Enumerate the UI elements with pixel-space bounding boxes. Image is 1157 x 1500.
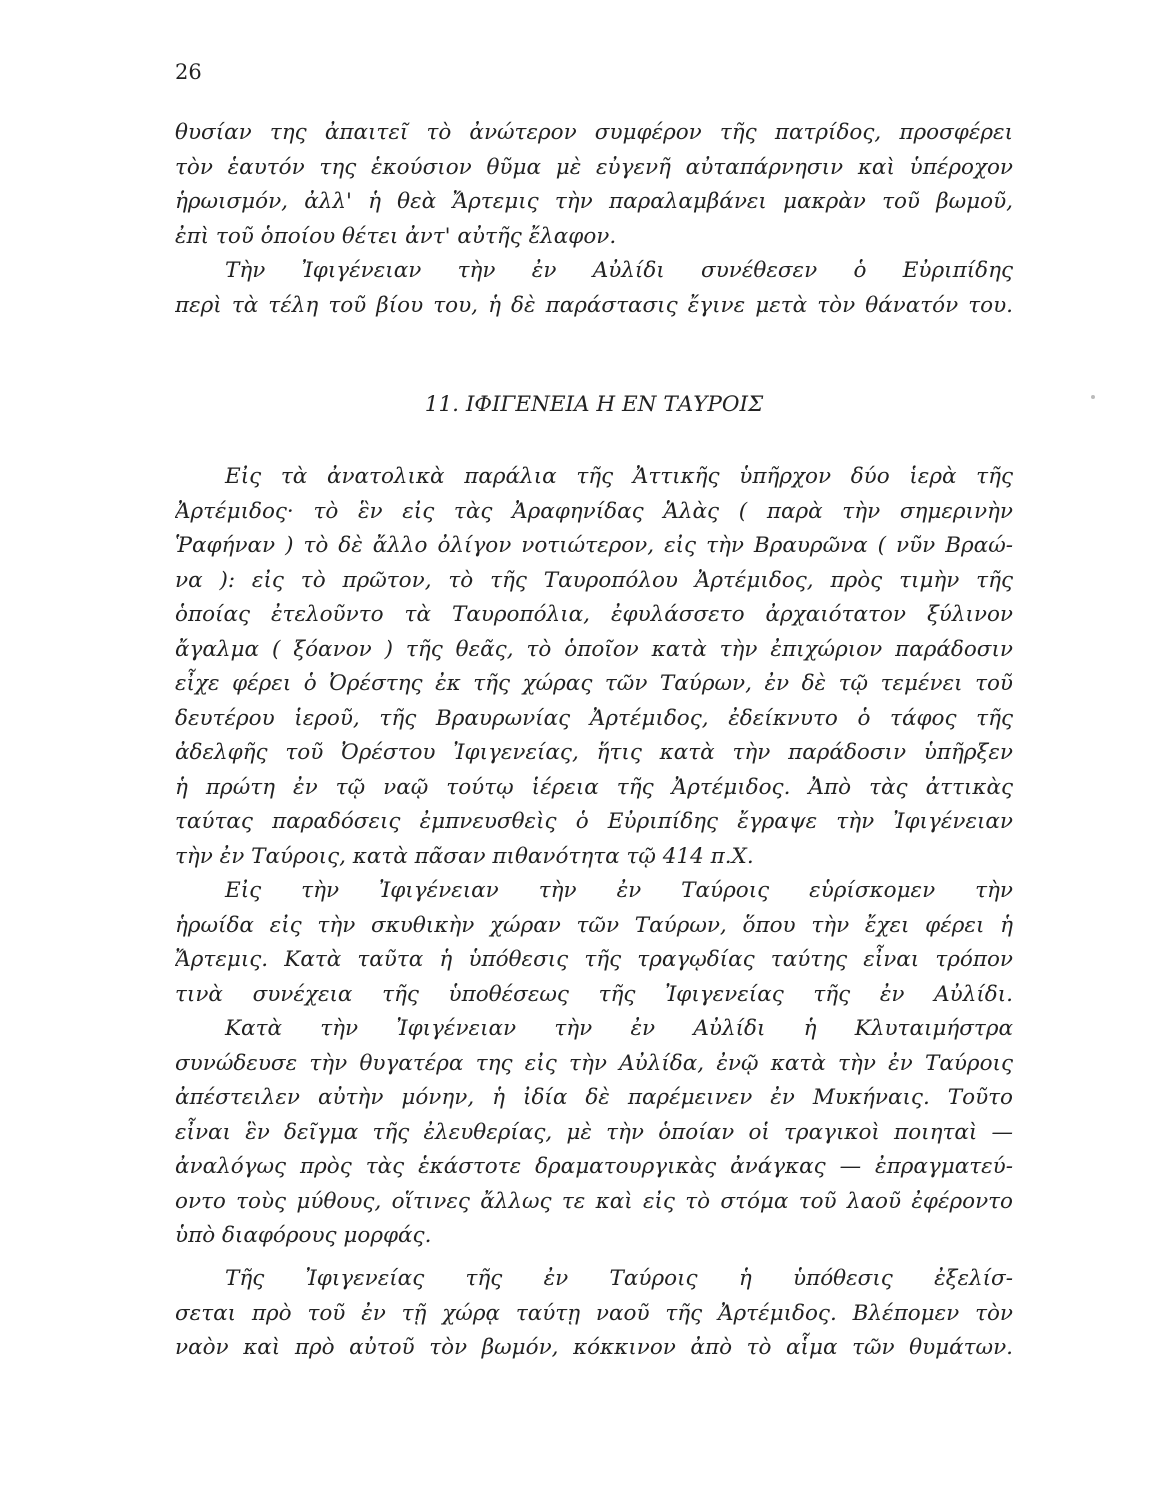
paragraph-4 bbox=[175, 874, 1013, 1012]
text-line: ναὸν καὶ πρὸ αὐτοῦ τὸν βωμόν, κόκκινον ἀπὸ τὸ αἷμα τῶν θυμάτων. bbox=[175, 1335, 1013, 1360]
text-line: Τὴν Ἰφιγένειαν τὴν ἐν Αὐλίδι συνέθεσεν ὁ Εὐριπίδης bbox=[225, 258, 1013, 283]
text-line: τὴν ἐν Ταύροις, κατὰ πᾶσαν πιθανότητα τῷ 414 π.Χ. bbox=[175, 843, 754, 869]
text-line: ἐπὶ τοῦ ὁποίου θέτει ἀντ' αὐτῆς ἔλαφον. bbox=[175, 223, 617, 249]
text-line: συνώδευσε τὴν θυγατέρα της εἰς τὴν Αὐλίδα, ἐνῷ κατὰ τὴν ἐν Ταύροις bbox=[175, 1050, 1013, 1076]
text-line: Κατὰ τὴν Ἰφιγένειαν τὴν ἐν Αὐλίδι ἡ Κλυταιμήστρα bbox=[225, 1016, 1013, 1041]
page-number: 26 bbox=[175, 60, 202, 84]
text-line: Ἄρτεμις. Κατὰ ταῦτα ἡ ὑπόθεσις τῆς τραγῳδίας ταύτης εἶναι τρόπον bbox=[175, 947, 1013, 972]
page-speck bbox=[1091, 395, 1095, 399]
text-line: Εἰς τὰ ἀνατολικὰ παράλια τῆς Ἀττικῆς ὑπῆρχον δύο ἱερὰ τῆς bbox=[225, 464, 1013, 489]
text-line: ἡρωίδα εἰς τὴν σκυθικὴν χώραν τῶν Ταύρων, ὅπου τὴν ἔχει φέρει ἡ bbox=[175, 912, 1013, 938]
paragraph-6 bbox=[175, 1262, 1013, 1366]
text-line: δευτέρου ἱεροῦ, τῆς Βραυρωνίας Ἀρτέμιδος, ἐδείκνυτο ὁ τάφος τῆς bbox=[175, 705, 1013, 731]
text-line: ἡρωισμόν, ἀλλ' ἡ θεὰ Ἄρτεμις τὴν παραλαμβάνει μακρὰν τοῦ βωμοῦ, bbox=[175, 189, 1013, 214]
text-line: θυσίαν της ἀπαιτεῖ τὸ ἀνώτερον συμφέρον τῆς πατρίδος, προσφέρει bbox=[175, 120, 1013, 145]
text-line: εἶναι ἓν δεῖγμα τῆς ἐλευθερίας, μὲ τὴν ὁποίαν οἱ τραγικοὶ ποιηταὶ — bbox=[175, 1119, 1013, 1145]
text-line: ἡ πρώτη ἐν τῷ ναῷ τούτῳ ἱέρεια τῆς Ἀρτέμιδος. Ἀπὸ τὰς ἀττικὰς bbox=[175, 774, 1013, 800]
paragraph-5 bbox=[175, 1012, 1013, 1254]
text-line: Ῥαφήναν ) τὸ δὲ ἄλλο ὀλίγον νοτιώτερον, εἰς τὴν Βραυρῶνα ( νῦν Βραώ- bbox=[175, 533, 1013, 558]
text-line: οντο τοὺς μύθους, οἵτινες ἄλλως τε καὶ εἰς τὸ στόμα τοῦ λαοῦ ἐφέροντο bbox=[175, 1188, 1013, 1214]
text-line: Τῆς Ἰφιγενείας τῆς ἐν Ταύροις ἡ ὑπόθεσις ἐξελίσ- bbox=[225, 1266, 1013, 1291]
text-line: ἀναλόγως πρὸς τὰς ἑκάστοτε δραματουργικὰς ἀνάγκας — ἐπραγματεύ- bbox=[175, 1154, 1013, 1179]
paragraph-2 bbox=[175, 254, 1013, 323]
text-line: Ἀρτέμιδος· τὸ ἓν εἰς τὰς Ἀραφηνίδας Ἁλὰς ( παρὰ τὴν σημερινὴν bbox=[175, 498, 1013, 524]
text-line: σεται πρὸ τοῦ ἐν τῇ χώρᾳ ταύτῃ ναοῦ τῆς Ἀρτέμιδος. Βλέπομεν τὸν bbox=[175, 1300, 1013, 1326]
text-line: ἄγαλμα ( ξόανον ) τῆς θεᾶς, τὸ ὁποῖον κατὰ τὴν ἐπιχώριον παράδοσιν bbox=[175, 636, 1013, 662]
text-line: εἶχε φέρει ὁ Ὀρέστης ἐκ τῆς χώρας τῶν Ταύρων, ἐν δὲ τῷ τεμένει τοῦ bbox=[175, 671, 1013, 696]
text-line: ἀπέστειλεν αὐτὴν μόνην, ἡ ἰδία δὲ παρέμεινεν ἐν Μυκήναις. Τοῦτο bbox=[175, 1085, 1013, 1110]
text-line: ὁποίας ἐτελοῦντο τὰ Ταυροπόλια, ἐφυλάσσετο ἀρχαιότατον ξύλινον bbox=[175, 602, 1013, 627]
text-line: τὸν ἑαυτόν της ἑκούσιον θῦμα μὲ εὐγενῆ αὐταπάρνησιν καὶ ὑπέροχον bbox=[175, 154, 1013, 180]
text-line: ἀδελφῆς τοῦ Ὀρέστου Ἰφιγενείας, ἥτις κατὰ τὴν παράδοσιν ὑπῆρξεν bbox=[175, 740, 1013, 765]
text-line: να ): εἰς τὸ πρῶτον, τὸ τῆς Ταυροπόλου Ἀρτέμιδος, πρὸς τιμὴν τῆς bbox=[175, 567, 1013, 593]
text-line: ταύτας παραδόσεις ἐμπνευσθεὶς ὁ Εὐριπίδης ἔγραψε τὴν Ἰφιγένειαν bbox=[175, 809, 1013, 834]
text-line: ὑπὸ διαφόρους μορφάς. bbox=[175, 1223, 432, 1248]
text-line: Εἰς τὴν Ἰφιγένειαν τὴν ἐν Ταύροις εὑρίσκομεν τὴν bbox=[225, 878, 1013, 903]
paragraph-3 bbox=[175, 460, 1013, 874]
paragraph-1 bbox=[175, 116, 1013, 254]
text-line: τινὰ συνέχεια τῆς ὑποθέσεως τῆς Ἰφιγενείας τῆς ἐν Αὐλίδι. bbox=[175, 981, 1013, 1007]
section-heading: 11. ΙΦΙΓΕΝΕΙΑ Η ΕΝ ΤΑΥΡΟΙΣ bbox=[424, 392, 764, 417]
text-line: περὶ τὰ τέλη τοῦ βίου του, ἡ δὲ παράστασις ἔγινε μετὰ τὸν θάνατόν του. bbox=[175, 292, 1013, 318]
